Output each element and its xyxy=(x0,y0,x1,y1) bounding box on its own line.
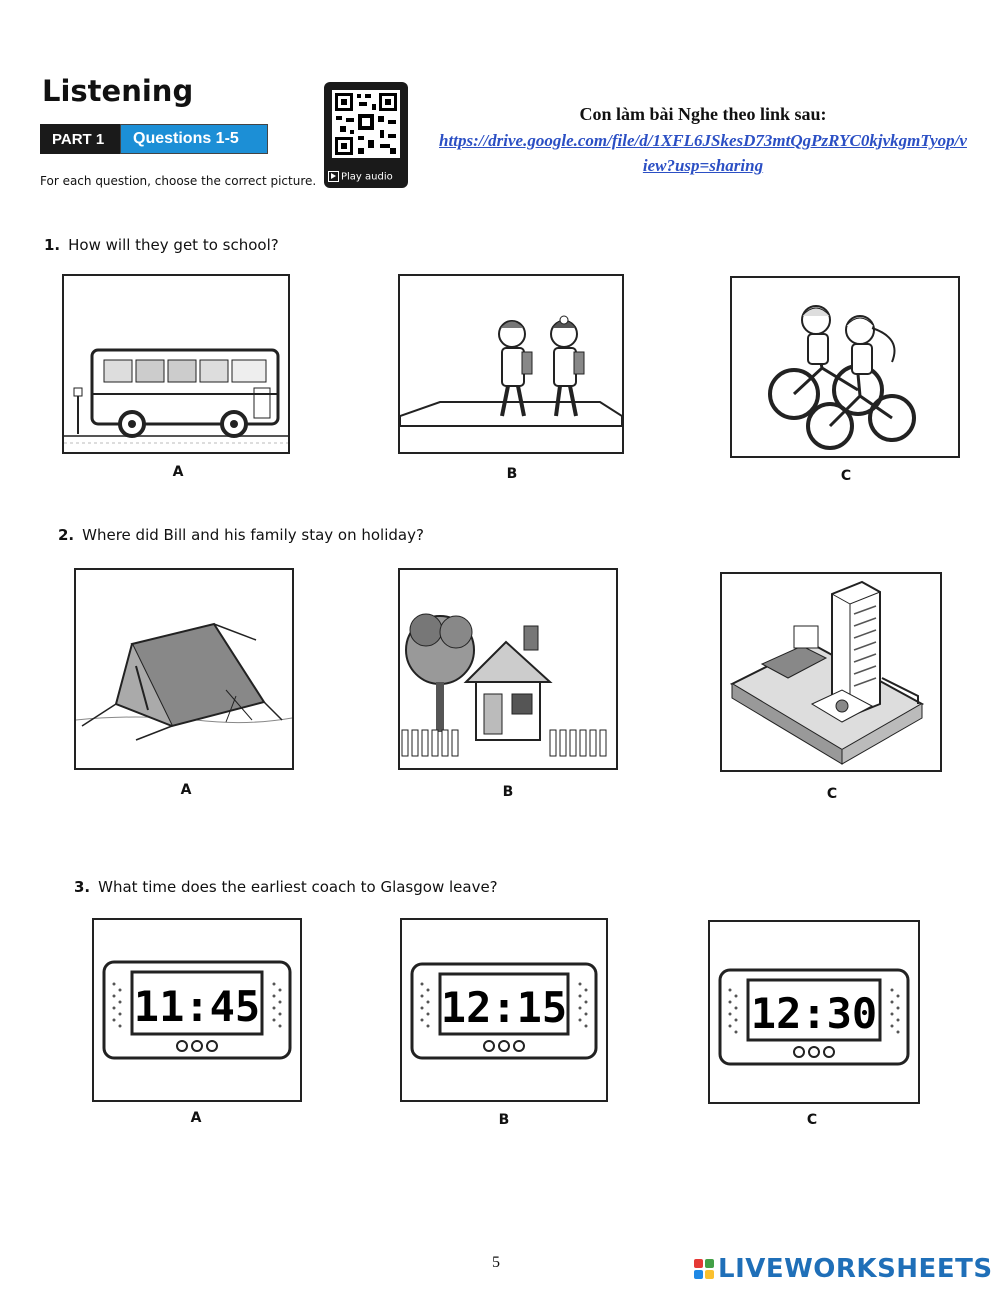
q1-option-b-label: B xyxy=(506,466,518,482)
q2-option-b-label: B xyxy=(502,784,514,800)
q3-option-b-clock[interactable] xyxy=(400,918,608,1102)
q3-option-a-label: A xyxy=(190,1110,202,1126)
tent-icon xyxy=(76,570,292,768)
question-3-number: 3. xyxy=(74,878,91,896)
q1-option-c-bikes[interactable] xyxy=(730,276,960,458)
qr-code-icon xyxy=(332,90,400,158)
q2-option-b-house[interactable] xyxy=(398,568,618,770)
page-number: 5 xyxy=(492,1254,500,1271)
q2-option-c-hotel[interactable] xyxy=(720,572,942,772)
q2-option-c-label: C xyxy=(826,786,838,802)
bicycle-icon xyxy=(732,278,958,456)
question-1 xyxy=(44,236,279,254)
page-title: Listening xyxy=(42,74,194,108)
q1-option-b-walking[interactable] xyxy=(398,274,624,454)
q1-option-a-bus[interactable] xyxy=(62,274,290,454)
q3-option-b-label: B xyxy=(498,1112,510,1128)
note-heading: Con làm bài Nghe theo link sau: xyxy=(579,104,827,124)
walking-children-icon xyxy=(400,276,622,452)
time-c: 12:30 xyxy=(750,989,878,1038)
question-3-text: What time does the earliest coach to Glasgow leave? xyxy=(98,878,498,896)
liveworksheets-icon xyxy=(694,1259,714,1279)
play-icon xyxy=(328,171,339,182)
question-2-text: Where did Bill and his family stay on holiday? xyxy=(82,526,424,544)
q1-option-a-label: A xyxy=(172,464,184,480)
digital-clock-icon xyxy=(710,922,918,1102)
part-banner xyxy=(40,124,268,154)
q2-option-a-label: A xyxy=(180,782,192,798)
instruction: For each question, choose the correct picture. xyxy=(40,174,317,188)
play-audio-label: Play audio xyxy=(341,171,393,182)
part-label: PART 1 xyxy=(40,124,120,154)
question-2 xyxy=(58,526,424,544)
qr-code[interactable] xyxy=(324,82,408,188)
audio-link[interactable]: https://drive.google.com/file/d/1XFL6JSkesD73mtQgPzRYC0kjvkgmTyop/view?usp=sharing xyxy=(439,131,967,175)
questions-label: Questions 1-5 xyxy=(120,124,268,154)
question-1-text: How will they get to school? xyxy=(68,236,279,254)
digital-clock-icon xyxy=(402,920,606,1100)
bus-icon xyxy=(64,276,288,452)
q3-option-a-clock[interactable] xyxy=(92,918,302,1102)
time-a: 11:45 xyxy=(133,982,261,1031)
question-2-number: 2. xyxy=(58,526,75,544)
brand-name: LIVEWORKSHEETS xyxy=(718,1254,993,1284)
q3-option-c-clock[interactable] xyxy=(708,920,920,1104)
question-3 xyxy=(74,878,498,896)
q2-option-a-tent[interactable] xyxy=(74,568,294,770)
time-b: 12:15 xyxy=(440,983,568,1032)
q1-option-c-label: C xyxy=(840,468,852,484)
question-1-number: 1. xyxy=(44,236,61,254)
brand-logo xyxy=(694,1254,993,1284)
q3-option-c-label: C xyxy=(806,1112,818,1128)
digital-clock-icon xyxy=(94,920,300,1100)
house-icon xyxy=(400,570,616,768)
hotel-building-icon xyxy=(722,574,940,770)
play-audio-button[interactable] xyxy=(328,171,393,183)
